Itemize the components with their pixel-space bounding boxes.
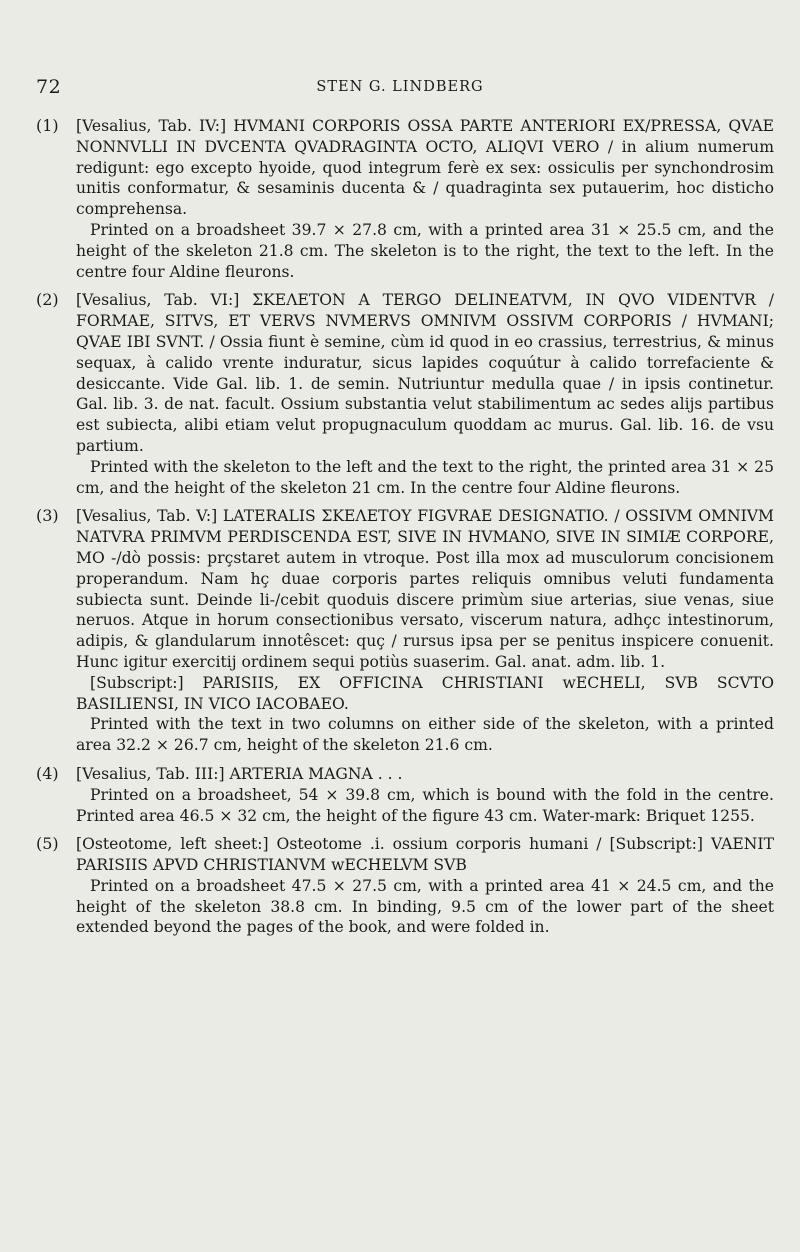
entry-number: (2) (36, 290, 59, 310)
catalogue-entry-2 (36, 290, 774, 498)
entry-description: Printed on a broadsheet 39.7 × 27.8 cm, with a printed area 31 × 25.5 cm, and the height of the skeleton 21.8 cm. The skeleton is to the right, the text to the left. In the centre four Aldine fleurons. (76, 220, 774, 281)
entry-description: Printed on a broadsheet, 54 × 39.8 cm, which is bound with the fold in the centre. Printed area 46.5 × 32 cm, the height of the figure 43 cm. Water-mark: Briquet 1255. (76, 785, 774, 825)
page-header (36, 76, 764, 102)
page-number: 72 (36, 76, 62, 98)
entry-title: [Vesalius, Tab. IV:] HVMANI CORPORIS OSSA PARTE ANTERIORI EX/PRESSA, QVAE NONNVLLI IN DVCENTA QVADRAGINTA OCTO, ALIQVI VERO / in alium numerum redigunt: ego excepto hyoide, quod integrum ferè ex sex: ossiculis per synchondrosim unitis conformatur, & sesaminis ducenta & / quadraginta sex putauerim, hoc disticho comprehensa. (76, 117, 774, 219)
catalogue-entries (36, 116, 774, 946)
catalogue-entry-3 (36, 506, 774, 756)
entry-description: Printed on a broadsheet 47.5 × 27.5 cm, with a printed area 41 × 24.5 cm, and the height of the skeleton 38.8 cm. In binding, 9.5 cm of the lower part of the sheet extended beyond the pages of the book, and were folded in. (76, 876, 774, 937)
entry-title: [Vesalius, Tab. V:] LATERALIS ΣΚΕΛΕΤΟΥ FIGVRAE DESIGNATIO. / OSSIVM OMNIVM NATVRA PRIMVM PERDISCENDA EST, SIVE IN HVMANO, SIVE IN SIMIÆ CORPORE, MO -/dò possis: prçstaret autem in vtroque. Post illa mox ad musculorum concisionem properandum. Nam hç duae corporis partes reliquis omnibus veluti fundamenta subiecta sunt. Deinde li-/cebit quoduis discere primùm siue arterias, siue venas, siue neruos. Atque in horum consectionibus versato, viscerum natura, adhçc intestinorum, adipis, & glandularum innotêscet: quç / rursus ipsa per se penitus inspicere conuenit. Hunc igitur exercitij ordinem sequi potiùs suaserim. Gal. anat. adm. lib. 1. (76, 507, 774, 671)
entry-title: [Vesalius, Tab. III:] ARTERIA MAGNA . . . (76, 764, 403, 783)
catalogue-entry-5 (36, 834, 774, 938)
catalogue-entry-4 (36, 764, 774, 826)
entry-number: (4) (36, 763, 59, 783)
entry-description: Printed with the skeleton to the left and the text to the right, the printed area 31 × 25 cm, and the height of the skeleton 21 cm. In the centre four Aldine fleurons. (76, 457, 774, 497)
running-head: STEN G. LINDBERG (316, 79, 484, 95)
catalogue-entry-1 (36, 116, 774, 282)
entry-number: (5) (36, 834, 59, 854)
entry-description: Printed with the text in two columns on either side of the skeleton, with a printed area 32.2 × 26.7 cm, height of the skeleton 21.6 cm. (76, 715, 774, 755)
entry-subscript: [Subscript:] PARISIIS, EX OFFICINA CHRISTIANI wECHELI, SVB SCVTO BASILIENSI, IN VICO IACOBAEO. (76, 673, 774, 713)
entry-number: (3) (36, 506, 59, 526)
entry-title: [Osteotome, left sheet:] Osteotome .i. ossium corporis humani / [Subscript:] VAENIT PARISIIS APVD CHRISTIANVM wECHELVM SVB (76, 835, 774, 875)
entry-number: (1) (36, 116, 59, 135)
entry-title: [Vesalius, Tab. VI:] ΣΚΕΛΕΤΟΝ A TERGO DELINEATVM, IN QVO VIDENTVR / FORMAE, SITVS, ET VERVS NVMERVS OMNIVM OSSIVM CORPORIS / HVMANI; QVAE IBI SVNT. / Ossia fiunt è semine, cùm id quod in eo crassius, terrestrius, & minus sequax, à calido vrente induratur, sicus lapides coquútur à calido torrefaciente & desiccante. Vide Gal. lib. 1. de semin. Nutriuntur medulla quae / in ipsis continetur. Gal. lib. 3. de nat. facult. Ossium substantia velut stabilimentum ac sedes alijs partibus est subiecta, alibi etiam velut propugnaculum quoddam ac murus. Gal. lib. 16. de vsu partium. (76, 291, 774, 455)
